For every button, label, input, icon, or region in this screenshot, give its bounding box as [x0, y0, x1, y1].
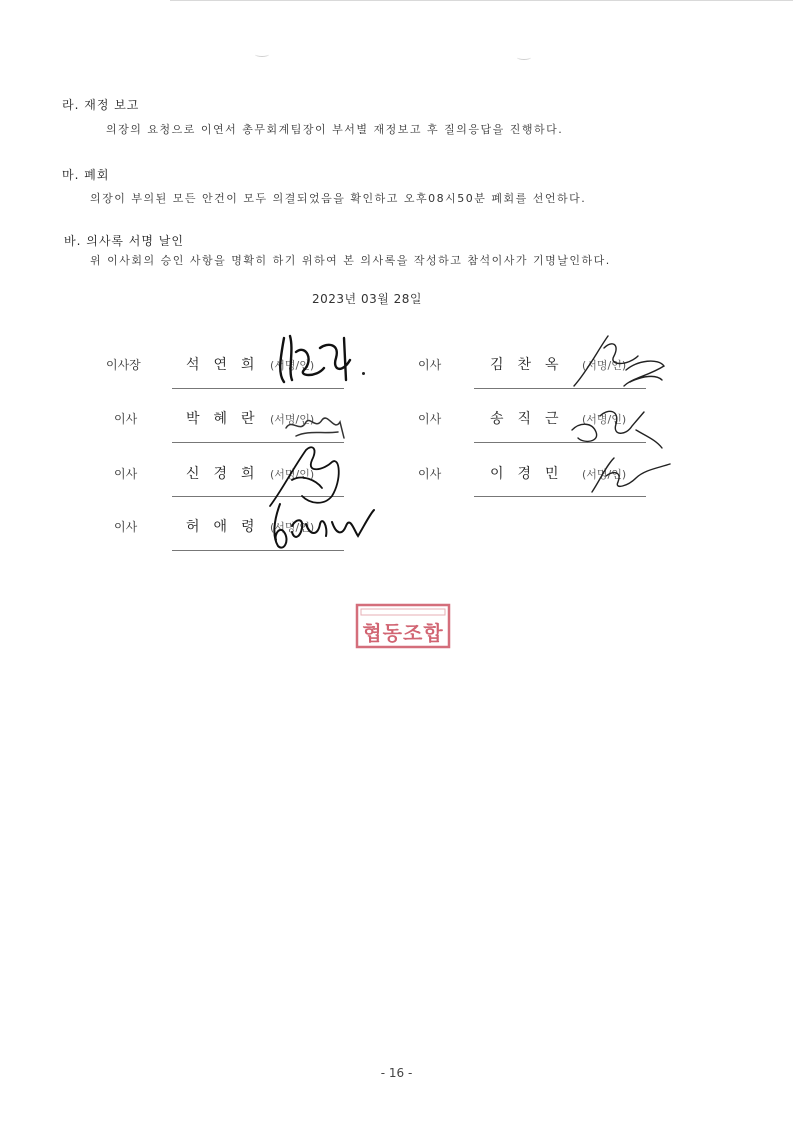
signatory-name: 이경민 [490, 466, 573, 482]
section-text-finance-report: 의장의 요청으로 이연서 총무회계팀장이 부서별 재정보고 후 질의응답을 진행하다. [106, 123, 564, 136]
signatory-name: 석연희 [186, 357, 269, 373]
handwritten-signature [568, 330, 668, 394]
signature-seal-label: (서명/인) [582, 413, 627, 426]
signatory-role: 이사 [114, 467, 138, 481]
handwritten-signature [584, 452, 674, 498]
page-number: - 16 - [380, 1066, 413, 1080]
signatory-role: 이사 [418, 467, 442, 481]
signatory-role: 이사 [114, 520, 138, 534]
section-heading-finance-report: 라. 재정 보고 [62, 98, 140, 112]
signature-line [172, 388, 344, 389]
scan-artifact-line [170, 0, 793, 1]
section-heading-closing: 마. 폐회 [62, 168, 110, 182]
scan-artifact-mark [517, 55, 531, 60]
signature-seal-label: (서명/인) [582, 468, 627, 481]
ink-dot [362, 372, 365, 375]
section-heading-signatures: 바. 의사록 서명 날인 [64, 234, 184, 248]
handwritten-signature [282, 408, 354, 444]
seal-text: 협동조합 [362, 621, 444, 645]
signatory-name: 김찬옥 [490, 357, 573, 373]
signature-seal-label: (서명/인) [270, 413, 315, 426]
signatory-name: 신경희 [186, 466, 269, 482]
signatory-role: 이사 [114, 412, 138, 426]
signatory-name: 송직근 [490, 411, 573, 427]
signature-seal-label: (서명/인) [270, 468, 315, 481]
section-text-signatures: 위 이사회의 승인 사항을 명확히 하기 위하여 본 의사록을 작성하고 참석이사가 기명날인하다. [90, 254, 611, 267]
scan-artifact-mark [255, 52, 269, 57]
meeting-date: 2023년 03월 28일 [312, 292, 422, 306]
handwritten-signature [270, 330, 360, 388]
signature-seal-label: (서명/인) [270, 359, 315, 372]
signatory-name: 박혜란 [186, 411, 269, 427]
organization-seal-stamp [355, 603, 451, 649]
signatory-name: 허애령 [186, 519, 269, 535]
signatory-role: 이사 [418, 358, 442, 372]
signature-seal-label: (서명/인) [582, 359, 627, 372]
handwritten-signature [566, 400, 666, 450]
signature-seal-label: (서명/인) [270, 521, 315, 534]
handwritten-signature [266, 496, 378, 552]
signatory-role: 이사 [418, 412, 442, 426]
section-text-closing: 의장이 부의된 모든 안건이 모두 의결되었음을 확인하고 오후08시50분 폐회를 선언하다. [90, 192, 587, 205]
signatory-role: 이사장 [106, 358, 141, 372]
